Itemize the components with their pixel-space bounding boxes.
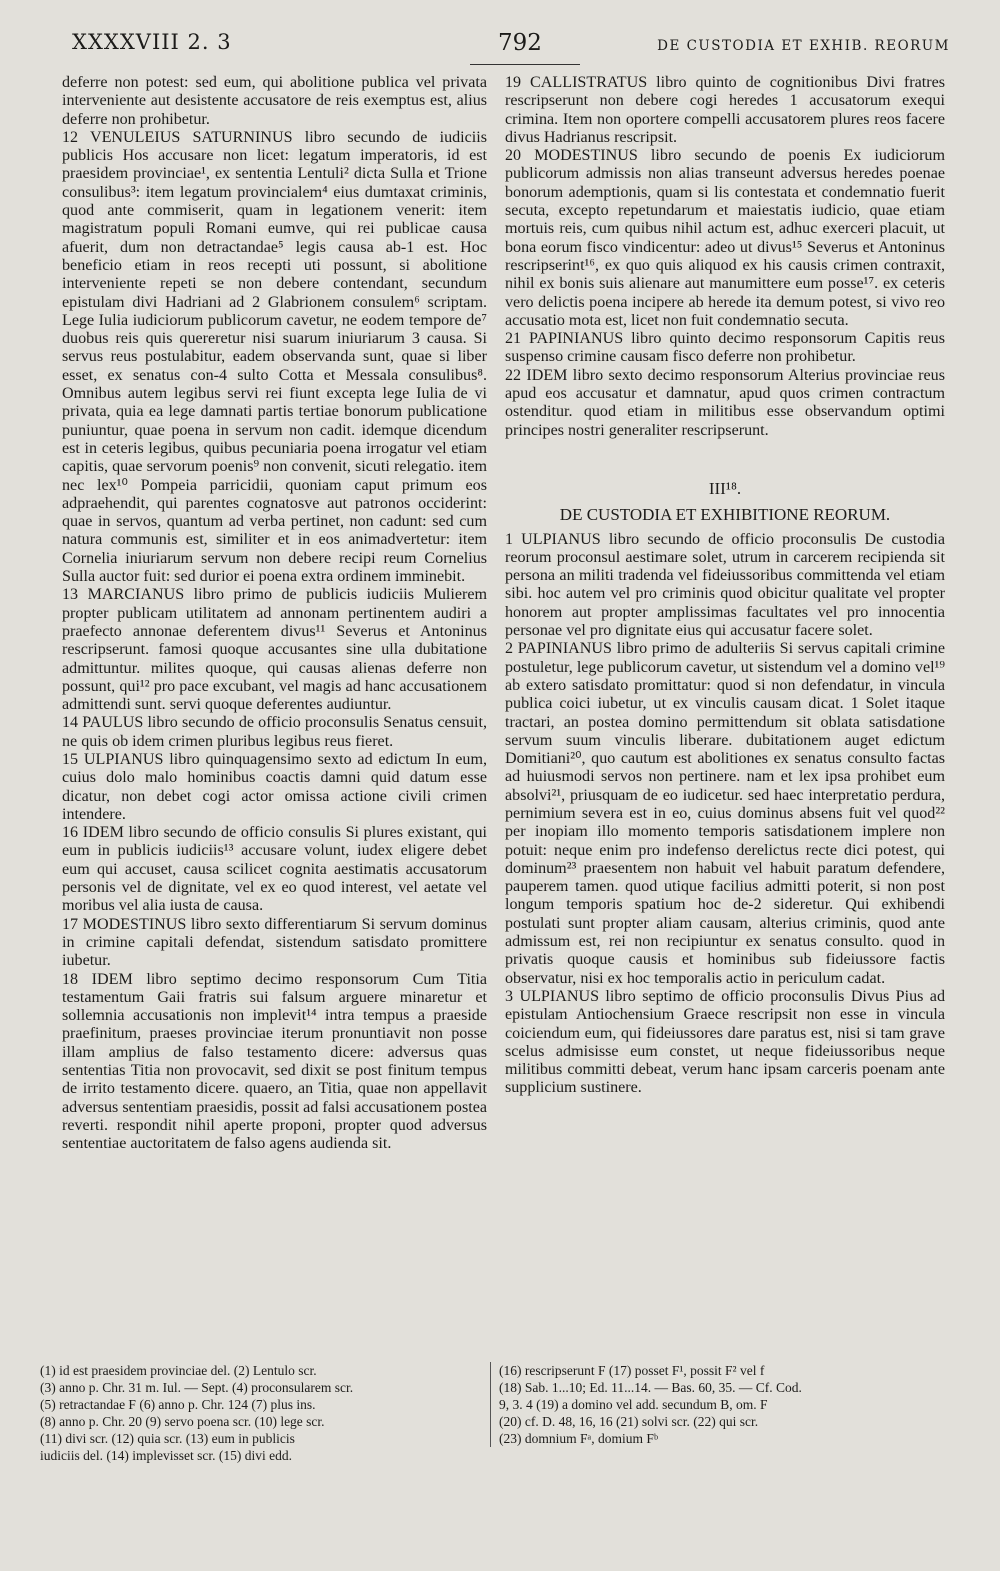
section-number: III¹⁸. [708,478,742,498]
footnote-line: (3) anno p. Chr. 31 m. Iul. — Sept. (4) proconsularem scr. [40,1380,354,1395]
footnote-line: (16) rescripserunt F (17) posset F¹, possit F² vel f [499,1363,765,1378]
footnote-line: (11) divi scr. (12) quia scr. (13) eum in publicis [40,1431,295,1446]
paragraph: 12 VENULEIUS SATURNINUS libro secundo de iudiciis publicis Hos accusare non licet: legatum imperatoris, id est praesidem provinciae¹, ex sententia Lentuli² dicta Sulla et Trione consulibus³: item legatum provincialem⁴ eius dumtaxat criminis, quod ante commiserit, quam in legationem venerit: item magistratum populi Romani eumve, qui rei publicae causa afuerit, dum non detractandae⁵ legis causa ab-1 est. Hoc beneficio etiam in reos recepti uti possunt, si abolitione interveniente repeti se non debere contendant, secundum epistulam divi Hadriani ad 2 Glabrionem consulem⁶ scriptam. Lege Iulia iudiciorum publicorum cavetur, ne eodem tempore de⁷ duobus reis quis quereretur nisi suarum iniuriarum 3 causa. Si servus reus postulabitur, eadem observanda sunt, quae si liber esset, ex senatus con-4 sulto Cotta et Messala consulibus⁸. Omnibus autem legibus servi rei fiunt excepta lege Iulia de vi privata, quia ea lege damnati partis tertiae bonorum publicatione puniuntur, quae poena in servum non cadit. idemque dicendum est in ceteris legibus, quibus pecuniaria poena irrogatur vel etiam capitis, quae servorum poenis⁹ non convenit, sicuti relegatio. item nec lex¹⁰ Pompeia parricidii, quoniam caput primum eos adpraehendit, qui parentes cognatosve aut patronos occiderint: quae in servos, quantum ad verba pertinet, non cadunt: sed cum natura communis est, similiter et in eos animadvertetur: item Cornelia iniuriarum servum non debere recipi reum Cornelius Sulla auctor fuit: sed durior ei poena extra ordinem imminebit. [62,128,487,586]
paragraph: 20 MODESTINUS libro secundo de poenis Ex iudiciorum publicorum admissis non alias transeunt adversus heredes poenae bonorum ademptionis, quam si lis contestata et condemnatio fuerit secuta, excepto repetundarum et maiestatis iudicio, quae etiam mortuis reis, cum quibus nihil actum est, adhuc exerceri placuit, ut bona eorum fisco vindicentur: adeo ut divus¹⁵ Severus et Antoninus rescripserint¹⁶, ex quo quis aliquod ex his causis crimen contraxit, nihil ex bonis suis alienare aut manumittere eum posse¹⁷. ex ceteris vero delictis poena incipere ab herede ita demum potest, si vivo reo accusatio mota est, licet non fuit condemnatio secuta. [505,147,945,329]
footnote-line: (1) id est praesidem provinciae del. (2) Lentulo scr. [40,1363,317,1378]
paragraph: 2 PAPINIANUS libro primo de adulteriis Si servus capitali crimine postuletur, lege publicorum cavetur, ut sistendum vel a domino vel¹⁹ ab extero satisdato promittatur: quod si non defendatur, in vincula publica coici iubetur, ut ex vinculis causam dicat. 1 Solet itaque tractari, an postea domino permittendum sit oblata satisdatione servum suum vinculis liberare. dubitationem auget edictum Domitiani²⁰, quo cautum est abolitiones ex senatus consulto factas ad huiusmodi servos non pertinere. nam et lex ipsa prohibet eum absolvi²¹, priusquam de eo iudicetur. sed haec interpretatio perdura, pernimium severa est in eo, cuius dominus absens fuit vel quod²² per inopiam illo momento temporis satisdationem implere non potuit: neque enim pro indefenso derelictus recte dici potest, qui dominum²³ praesentem non habuit vel habuit paratum defendere, pauperem tamen. quod utique facilius admitti poterit, si non post longum temporis spatium hoc de-2 sideretur. Qui exhibendi postulati sunt propter aliam causam, alterius criminis, quod ante admissum est, rei non recipiuntur ex senatus consulto. quod in privatis quoque causis et hominibus sub fideiussore factis observatur, nisi ex hoc temporalis actio in periculum cadat. [505,640,945,987]
section-title [505,480,945,525]
paragraph: 21 PAPINIANUS libro quinto decimo responsorum Capitis reus suspenso crimine causam fisco deferre non prohibetur. [505,330,945,366]
footnote-line: (20) cf. D. 48, 16, 16 (21) solvi scr. (22) qui scr. [499,1414,759,1429]
footnote-line: (18) Sab. 1...10; Ed. 11...14. — Bas. 60, 35. — Cf. Cod. [499,1380,802,1395]
footnote-line: iudiciis del. (14) implevisset scr. (15) divi edd. [40,1448,292,1463]
paragraph: 17 MODESTINUS libro sexto differentiarum Si servum dominus in crimine capitali defendat, sistendum satisdato promittere iubetur. [62,915,487,970]
paragraph: 16 IDEM libro secundo de officio consulis Si plures existant, qui eum in publicis iudiciis¹³ accusare volunt, iudex eligere debet eum qui accuset, causa scilicet cognita aestimatis accusatorum personis vel de dignitate, vel ex eo quod interest, vel aetate vel moribus vel alia iusta de causa. [62,824,487,915]
page-number: 792 [498,30,542,56]
header-book-reference: XXXXVIII 2. 3 [72,30,232,54]
footnotes-left [40,1362,490,1464]
header-section-title: DE CUSTODIA ET EXHIB. REORUM [657,38,950,54]
paragraph: 13 MARCIANUS libro primo de publicis iudiciis Mulierem propter publicam utilitatem ad annonam pertinentem audiri a praefecto annonae deferentem divus¹¹ Severus et Antoninus rescripserunt. famosi quoque accusantes sine ulla dubitatione admittuntur. milites quoque, qui causas alienas deferre non possunt, qui¹² pro pace excubant, vel magis ad hanc accusationem admittendi sunt. servi quoque deferentes audiuntur. [62,586,487,714]
footnote-line: (23) domnium Fᵃ, domium Fᵇ [499,1431,659,1446]
paragraph: 22 IDEM libro sexto decimo responsorum Alterius provinciae reus apud eos accusatur et damnatur, apud quos crimen contractum ostenditur. quod etiam in militibus esse observandum optimi principes nostri generaliter rescripserunt. [505,366,945,439]
paragraph: 18 IDEM libro septimo decimo responsorum Cum Titia testamentum Gaii fratris sui falsum arguere minaretur et sollemnia accusationis non implevit¹⁴ intra tempus a praeside praefinitum, praeses provinciae iterum pronuntiavit non posse illam amplius de falso testamento dicere: adversus quas sententias Titia non provocavit, sed dixit se post finitum tempus de irrito testamento dicere. quaero, an Titia, quae non appellavit adversus sententiam praesidis, possit ad falsi accusationem postea reverti. respondit nihil aperte proponi, propter quod adversus sententiae auctoritatem de falso agens audienda sit. [62,970,487,1153]
footnotes-right [490,1362,949,1447]
section-heading: DE CUSTODIA ET EXHIBITIONE REORUM. [559,505,891,525]
paragraph: deferre non potest: sed eum, qui abolitione publica vel privata interveniente aut desistente accusatore de reis exemptus est, alius deferre non prohibetur. [62,74,487,128]
footnote-line: 9, 3. 4 (19) a domino vel add. secundum B, om. F [499,1397,768,1412]
paragraph: 14 PAULUS libro secundo de officio proconsulis Senatus censuit, ne quis ob idem crimen pluribus legibus reus fieret. [62,714,487,750]
left-column [62,74,487,1154]
header-rule [470,64,580,65]
running-header [70,26,950,66]
footnote-line: (8) anno p. Chr. 20 (9) servo poena scr. (10) lege scr. [40,1414,325,1429]
footnote-line: (5) retractandae F (6) anno p. Chr. 124 (7) plus ins. [40,1397,316,1412]
paragraph: 1 ULPIANUS libro secundo de officio proconsulis De custodia reorum proconsul aestimare solet, utrum in carcerem recipienda sit persona an militi tradenda vel fideiussoribus committenda vel etiam sibi. hoc autem vel pro criminis quod obicitur qualitate vel propter honorem aut propter amplissimas facultates vel pro innocentia personae vel pro dignitate eius qui accusatur facere solet. [505,530,945,640]
right-column [505,74,945,1098]
paragraph: 15 ULPIANUS libro quinquagensimo sexto ad edictum In eum, cuius dolo malo hominibus coactis damni quid datum esse dicatur, non debet cogi actor omissa actione civili crimen intendere. [62,750,487,823]
paragraph: 3 ULPIANUS libro septimo de officio proconsulis Divus Pius ad epistulam Antiochensium Graece rescripsit non esse in vincula coiciendum eum, qui fideiussores dare paratus est, nisi si tam grave scelus admisisse eum constet, ut neque fideiussoribus neque militibus committi debeat, verum hanc ipsam carceris poenam ante supplicium sustinere. [505,987,945,1097]
paragraph: 19 CALLISTRATUS libro quinto de cognitionibus Divi fratres rescripserunt non debere cogi heredes 1 accusatorum exequi crimina. Item non oportere compelli accusatorem plures reos facere divus Hadrianus rescripsit. [505,74,945,146]
